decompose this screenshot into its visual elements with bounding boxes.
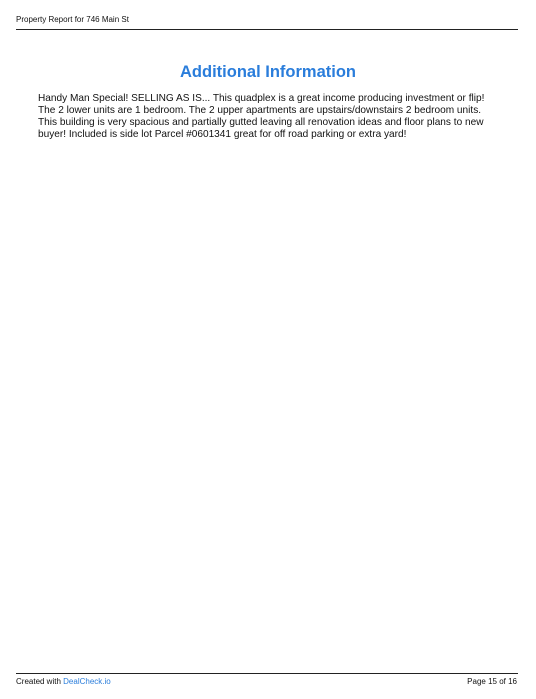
footer-credit bbox=[16, 677, 111, 687]
property-description: Handy Man Special! SELLING AS IS... This quadplex is a great income producing investment or flip! The 2 lower units are 1 bedroom. The 2 upper apartments are upstairs/downstairs 2 bedroom units. This building is very spacious and partially gutted leaving all renovation ideas and floor plans to new buyer! Included is side lot Parcel #0601341 great for off road parking or extra yard! bbox=[38, 93, 485, 140]
section-title: Additional Information bbox=[180, 63, 356, 82]
report-title: Property Report for 746 Main St bbox=[16, 15, 129, 24]
page-header bbox=[16, 14, 518, 30]
page-footer bbox=[16, 673, 518, 690]
page-number: Page 15 of 16 bbox=[467, 677, 517, 686]
created-with-label: Created with bbox=[16, 677, 64, 686]
dealcheck-link[interactable]: DealCheck.io bbox=[63, 677, 111, 686]
